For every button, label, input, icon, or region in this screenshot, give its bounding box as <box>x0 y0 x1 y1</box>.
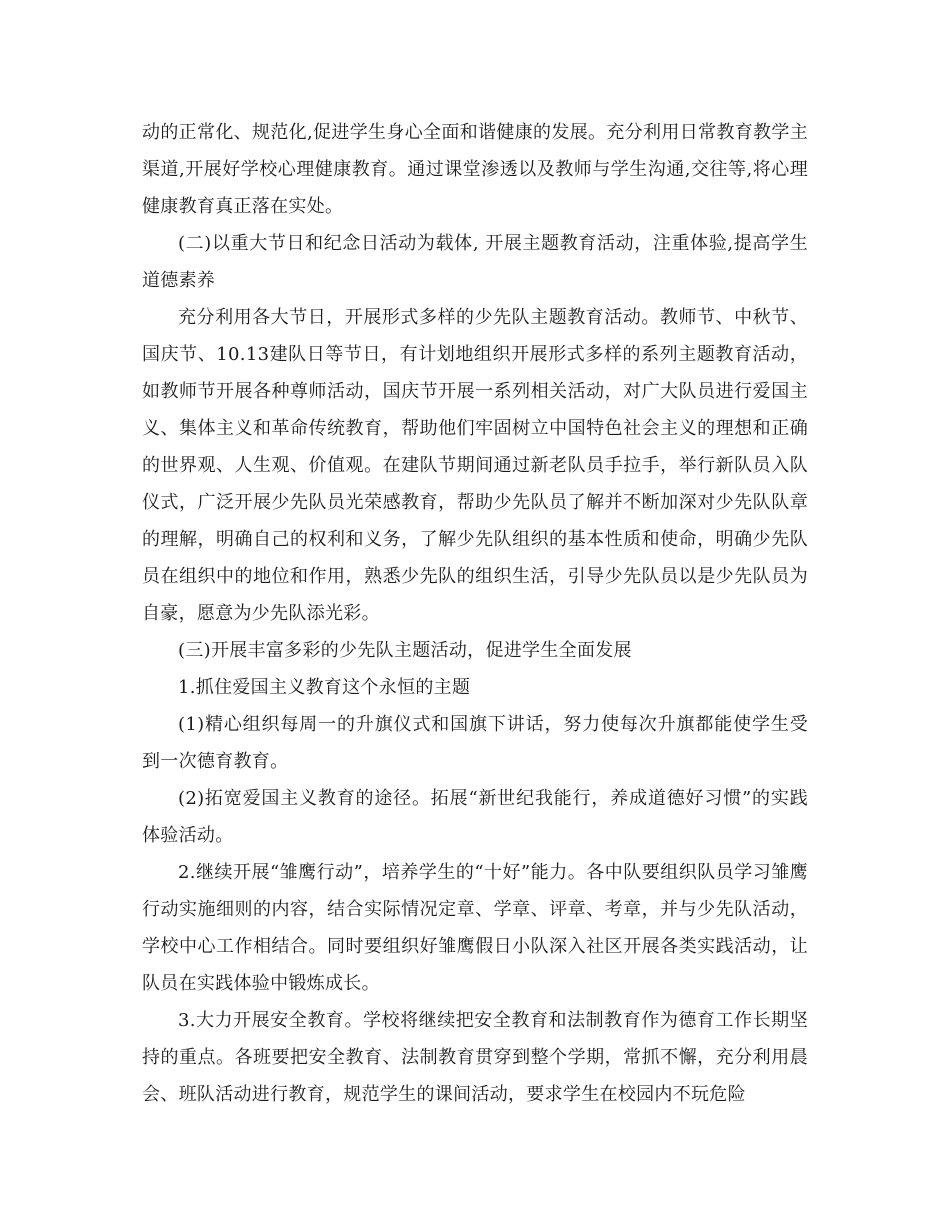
paragraph: 2.继续开展“雏鹰行动”，培养学生的“十好”能力。各中队要组织队员学习雏鹰行动实施细则的内容，结合实际情况定章、学章、评章、考章，并与少先队活动，学校中心工作相结合。同时要组织好雏鹰假日小队深入社区开展各类实践活动，让队员在实践体验中锻炼成长。 <box>142 862 808 994</box>
paragraph: 动的正常化、规范化,促进学生身心全面和谐健康的发展。充分利用日常教育教学主渠道,开展好学校心理健康教育。通过课堂渗透以及教师与学生沟通,交往等,将心理健康教育真正落在实处。 <box>142 122 808 217</box>
section-heading: (三)开展丰富多彩的少先队主题活动，促进学生全面发展 <box>178 640 632 661</box>
list-item: (1)精心组织每周一的升旗仪式和国旗下讲话，努力使每次升旗都能使学生受到一次德育教育。 <box>142 714 808 772</box>
section-heading: (二)以重大节日和纪念日活动为载体, 开展主题教育活动，注重体验,提高学生道德素养 <box>142 233 808 291</box>
document-body <box>142 114 808 1113</box>
paragraph: 3.大力开展安全教育。学校将继续把安全教育和法制教育作为德育工作长期坚持的重点。各班要把安全教育、法制教育贯穿到整个学期，常抓不懈，充分利用晨会、班队活动进行教育，规范学生的课间活动，要求学生在校园内不玩危险 <box>142 1010 808 1105</box>
list-item: (2)拓宽爱国主义教育的途径。拓展“新世纪我能行，养成道德好习惯”的实践体验活动。 <box>142 788 808 846</box>
subsection-heading: 1.抓住爱国主义教育这个永恒的主题 <box>178 677 471 698</box>
paragraph: 充分利用各大节日，开展形式多样的少先队主题教育活动。教师节、中秋节、国庆节、10.13建队日等节日，有计划地组织开展形式多样的系列主题教育活动，如教师节开展各种尊师活动，国庆节开展一系列相关活动，对广大队员进行爱国主义、集体主义和革命传统教育，帮助他们牢固树立中国特色社会主义的理想和正确的世界观、人生观、价值观。在建队节期间通过新老队员手拉手，举行新队员入队仪式，广泛开展少先队员光荣感教育，帮助少先队员了解并不断加深对少先队队章的理解，明确自己的权利和义务，了解少先队组织的基本性质和使命，明确少先队员在组织中的地位和作用，熟悉少先队的组织生活，引导少先队员以是少先队员为自豪，愿意为少先队添光彩。 <box>142 307 808 624</box>
